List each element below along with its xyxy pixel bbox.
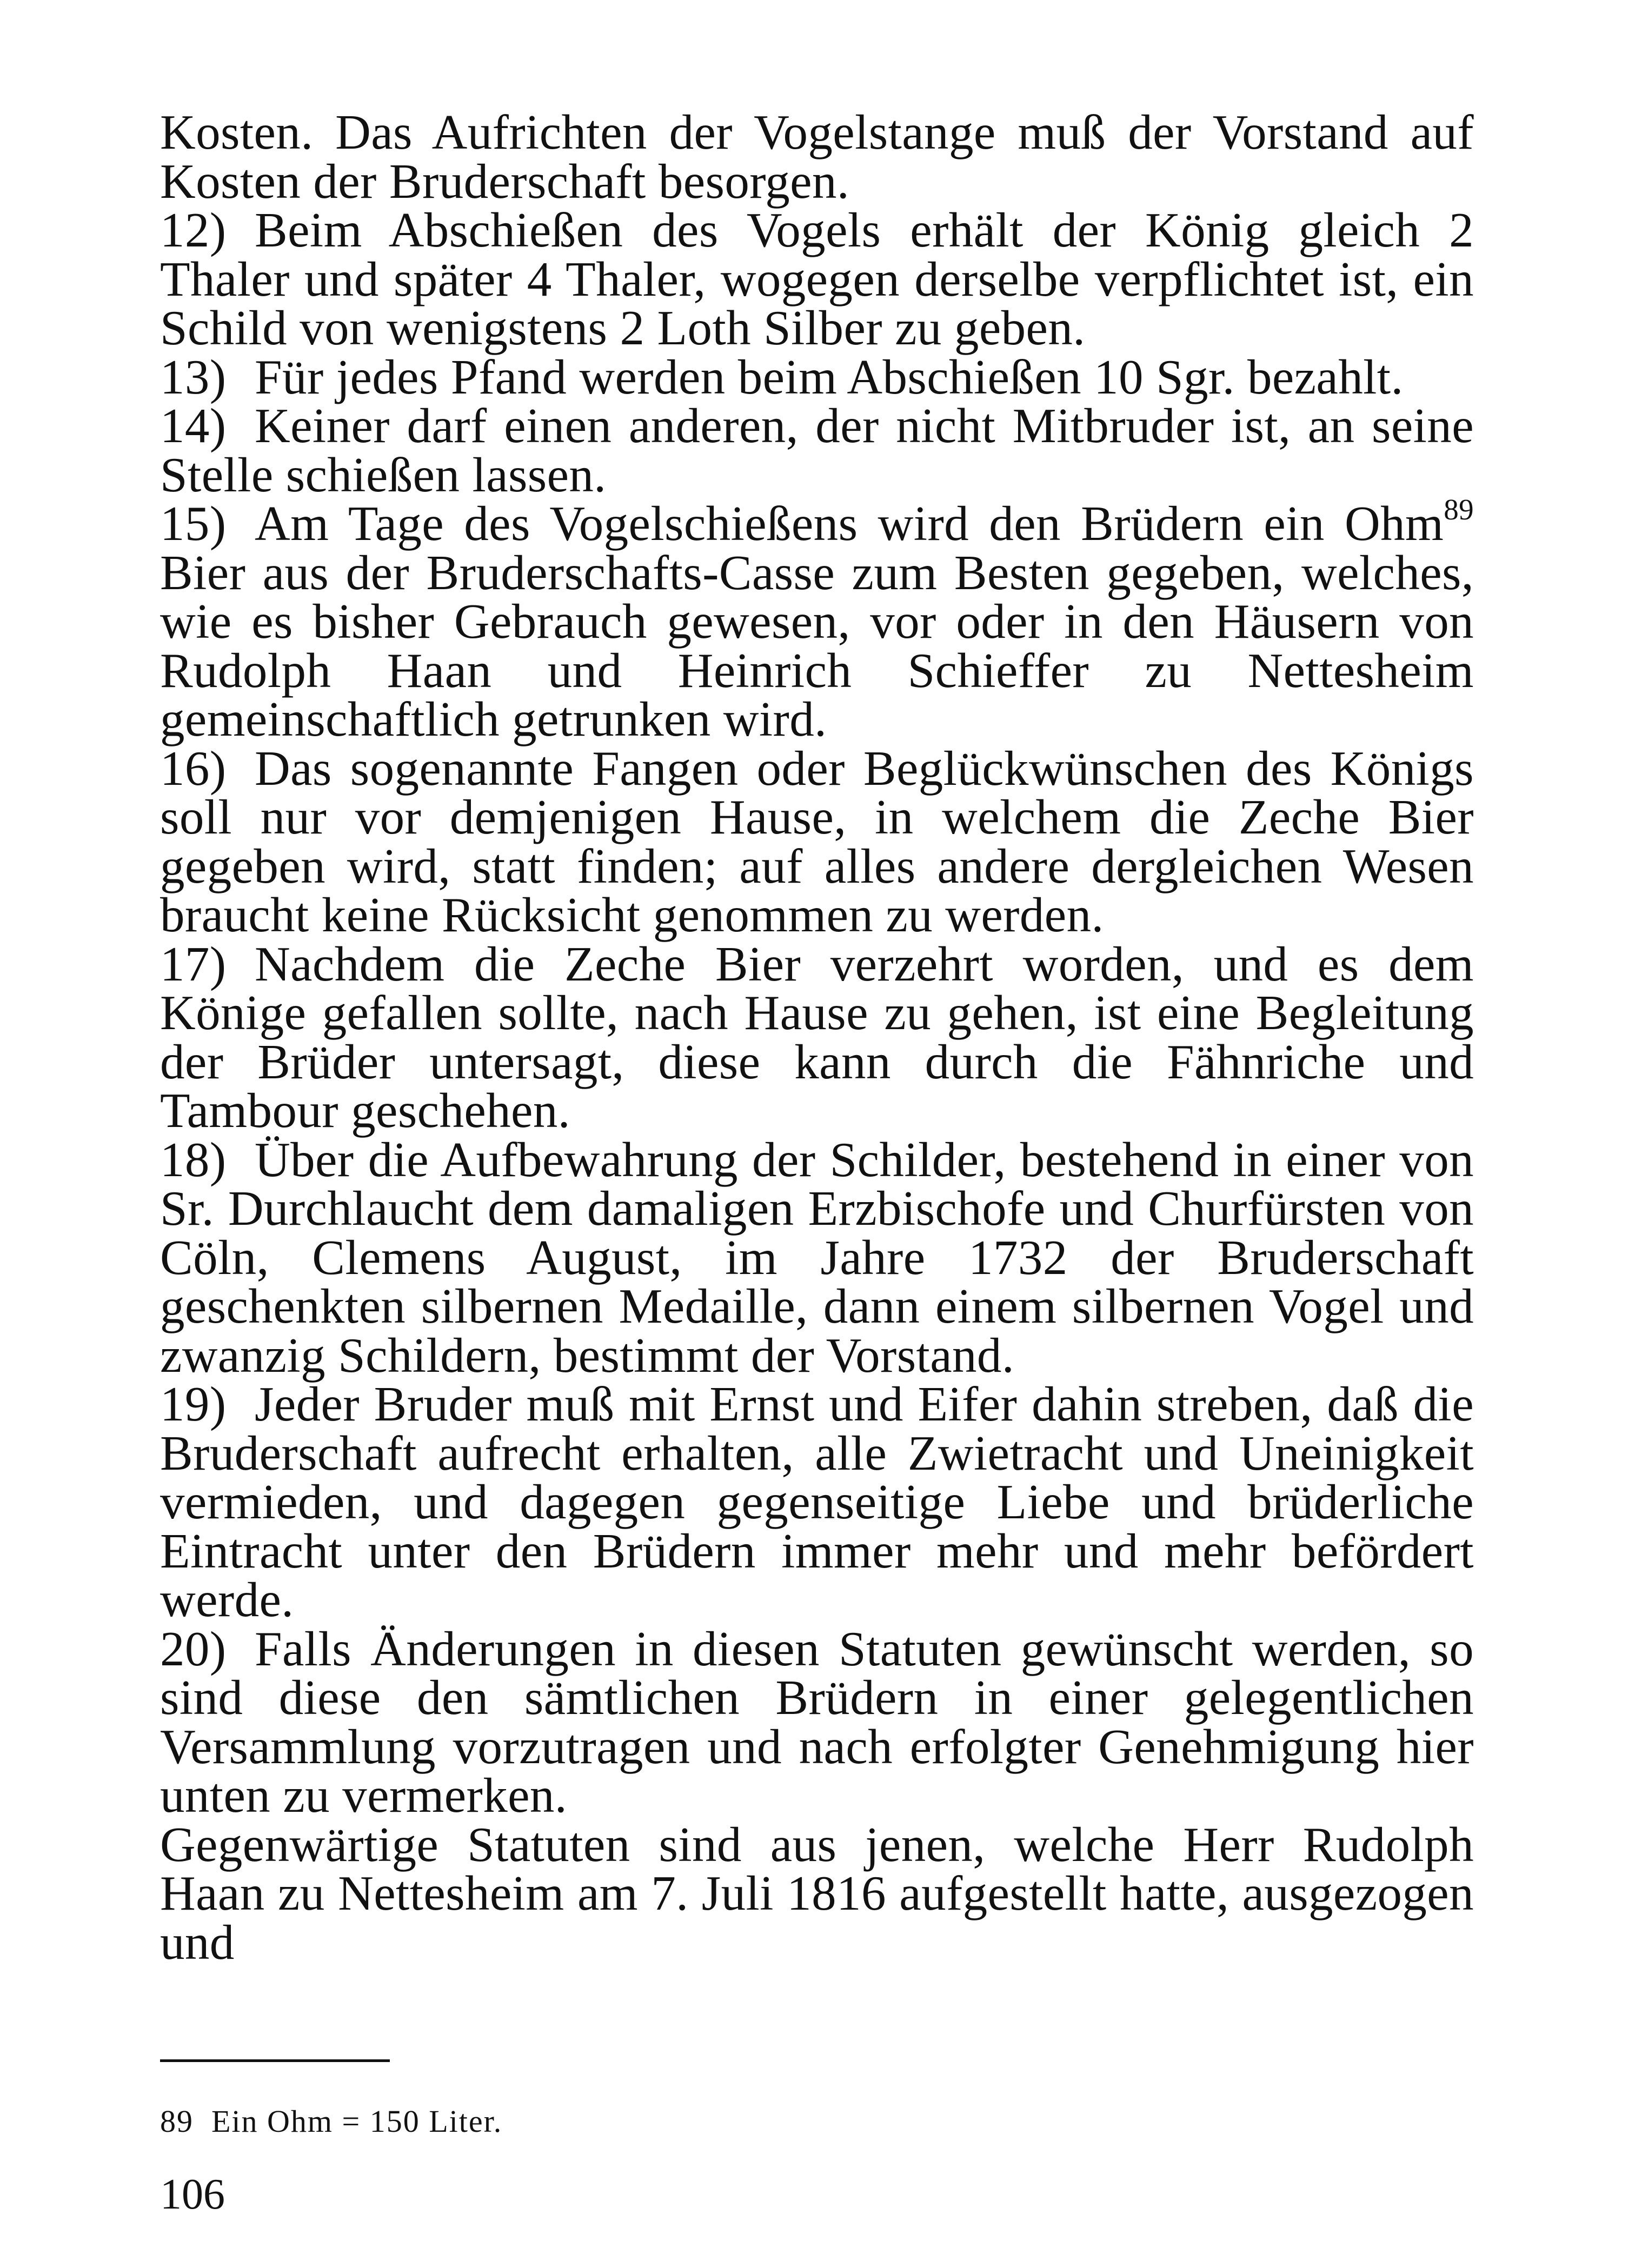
statute-text: Das sogenannte Fangen oder Beglückwünschen des Königs soll nur vor demjenigen Hause, in welchem die Zeche Bier gegeben wird, statt finden; auf alles andere dergleichen Wesen braucht keine Rücksicht genommen zu werden. [160,741,1474,942]
statute-number: 15) [160,496,227,551]
footnote-text: Ein Ohm = 150 Liter. [211,2104,503,2139]
page-number: 106 [160,2171,225,2218]
statute-number: 12) [160,203,227,257]
statute-16 [160,741,1474,942]
statute-text: Keiner darf einen anderen, der nicht Mitbruder ist, an seine Stelle schießen lassen. [160,398,1474,502]
closing-paragraph [160,1817,1474,1970]
statute-text: Falls Änderungen in diesen Statuten gewünscht werden, so sind diese den sämtlichen Brüdern in einer gelegentlichen Versammlung vorzutragen und nach erfolgter Genehmigung hier unten zu vermerken. [160,1621,1474,1823]
page-body [160,105,1474,1970]
paragraph-text: Gegenwärtige Statuten sind aus jenen, welche Herr Rudolph Haan zu Nettesheim am 7. Juli 1816 aufgestellt hatte, ausgezogen und [160,1817,1474,1970]
statute-text-continued: Bier aus der Bruderschafts-Casse zum Besten gegeben, welches, wie es bisher Gebrauch gewesen, vor oder in den Häusern von Rudolph Haan und Heinrich Schieffer zu Nettesheim gemeinschaftlich getrunken wird. [160,545,1474,746]
statute-number: 17) [160,936,227,991]
paragraph-continuation [160,105,1474,209]
statute-number: 14) [160,398,227,453]
statute-number: 16) [160,741,227,796]
footnote-divider [160,2059,390,2062]
footnote [160,2103,502,2140]
statute-number: 19) [160,1377,227,1431]
statute-number: 18) [160,1132,227,1187]
statute-number: 13) [160,349,227,404]
statute-17 [160,936,1474,1138]
statute-13 [160,349,1474,404]
statute-20 [160,1621,1474,1823]
statute-text: Über die Aufbewahrung der Schilder, bestehend in einer von Sr. Durchlaucht dem damaligen Erzbischofe und Churfürsten von Cöln, Clemens August, im Jahre 1732 der Bruderschaft geschenkten silbernen Medaille, dann einem silbernen Vogel und zwanzig Schildern, bestimmt der Vorstand. [160,1132,1474,1383]
statute-text: Für jedes Pfand werden beim Abschießen 10 Sgr. bezahlt. [255,349,1404,404]
footnote-marker: 89 [1444,493,1474,526]
statute-14 [160,398,1474,502]
statute-text: Beim Abschießen des Vogels erhält der König gleich 2 Thaler und später 4 Thaler, wogegen derselbe verpflichtet ist, ein Schild von wenigstens 2 Loth Silber zu geben. [160,203,1474,355]
statute-12 [160,203,1474,355]
statute-19 [160,1377,1474,1627]
statute-text: Jeder Bruder muß mit Ernst und Eifer dahin streben, daß die Bruderschaft aufrecht erhalten, alle Zwietracht und Uneinigkeit vermieden, und dagegen gegenseitige Liebe und brüderliche Eintracht unter den Brüdern immer mehr und mehr befördert werde. [160,1377,1474,1627]
statute-number: 20) [160,1621,227,1676]
statute-text: Nachdem die Zeche Bier verzehrt worden, und es dem Könige gefallen sollte, nach Hause zu gehen, ist eine Begleitung der Brüder untersagt, diese kann durch die Fähnriche und Tambour geschehen. [160,936,1474,1138]
statute-15 [160,493,1474,746]
statute-18 [160,1132,1474,1383]
statute-text: Am Tage des Vogelschießens wird den Brüdern ein Ohm [255,496,1444,551]
footnote-number: 89 [160,2104,194,2139]
paragraph-text: Kosten. Das Aufrichten der Vogelstange muß der Vorstand auf Kosten der Bruderschaft besorgen. [160,105,1474,209]
